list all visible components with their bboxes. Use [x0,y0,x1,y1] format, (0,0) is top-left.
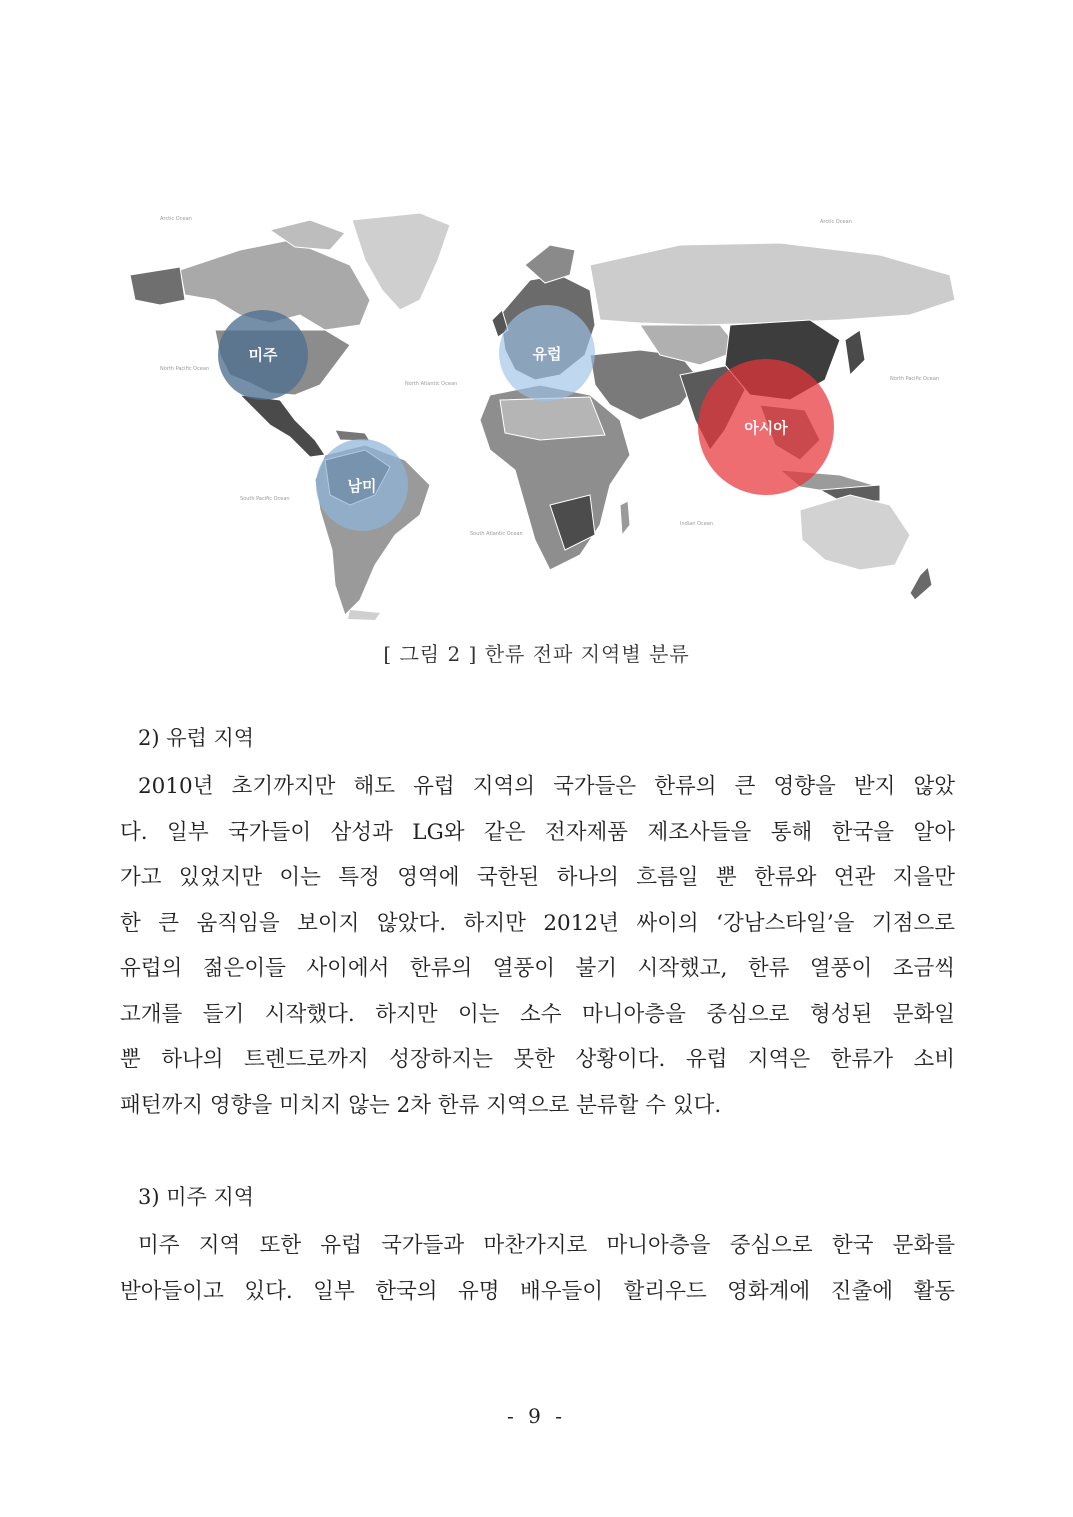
region-label-asia: 아시아 [744,419,788,437]
section-paragraph [120,1223,955,1314]
svg-text:North Pacific Ocean: North Pacific Ocean [160,366,210,372]
svg-text:South Atlantic Ocean: South Atlantic Ocean [470,531,523,537]
region-label-south-america: 남미 [347,477,377,495]
section-heading: 2) 유럽 지역 [138,726,255,750]
svg-text:North Atlantic Ocean: North Atlantic Ocean [405,381,458,387]
svg-text:North Pacific Ocean: North Pacific Ocean [890,376,940,382]
region-label-americas: 미주 [248,346,278,364]
region-bubble-americas [218,310,308,400]
paragraph-line: 다. 일부 국가들이 삼성과 LG와 같은 전자제품 제조사들을 통해 한국을 알아 [120,819,955,845]
paragraph-line: 미주 지역 또한 유럽 국가들과 마찬가지로 마니아층을 중심으로 한국 문화를 [138,1233,955,1258]
paragraph-line: 패턴까지 영향을 미치지 않는 2차 한류 지역으로 분류할 수 있다. [120,1092,722,1118]
section-heading: 3) 미주 지역 [138,1185,255,1209]
svg-text:Arctic Ocean: Arctic Ocean [160,216,192,222]
paragraph-line: 받아들이고 있다. 일부 한국의 유명 배우들이 할리우드 영화계에 진출에 활동 [120,1278,955,1304]
world-map-figure [120,205,960,625]
svg-text:Arctic Ocean: Arctic Ocean [820,219,852,225]
paragraph-line: 가고 있었지만 이는 특정 영역에 국한된 하나의 흐름일 뿐 한류와 연관 지을만 [120,865,955,890]
section-paragraph [120,764,955,1128]
region-bubble-south-america [316,439,408,531]
paragraph-line: 한 큰 움직임을 보이지 않았다. 하지만 2012년 싸이의 ‘강남스타일’을 기점으로 [120,910,955,936]
section-europe [120,716,955,1128]
paragraph-line: 고개를 들기 시작했다. 하지만 이는 소수 마니아층을 중심으로 형성된 문화일 [120,1001,955,1027]
paragraph-line: 뿐 하나의 트렌드로까지 성장하지는 못한 상황이다. 유럽 지역은 한류가 소비 [120,1047,955,1072]
svg-text:Indian Ocean: Indian Ocean [680,521,714,527]
section-americas [120,1175,955,1314]
region-bubble-europe [499,305,595,401]
region-bubble-asia [698,359,834,495]
svg-text:South Pacific Ocean: South Pacific Ocean [240,496,290,502]
paragraph-line: 유럽의 젊은이들 사이에서 한류의 열풍이 불기 시작했고, 한류 열풍이 조금씩 [120,956,955,981]
paragraph-line: 2010년 초기까지만 해도 유럽 지역의 국가들은 한류의 큰 영향을 받지 않았 [138,774,955,799]
page-number: - 9 - [507,1404,566,1428]
region-label-europe: 유럽 [532,345,562,363]
figure-caption: [ 그림 2 ] 한류 전파 지역별 분류 [383,642,690,666]
